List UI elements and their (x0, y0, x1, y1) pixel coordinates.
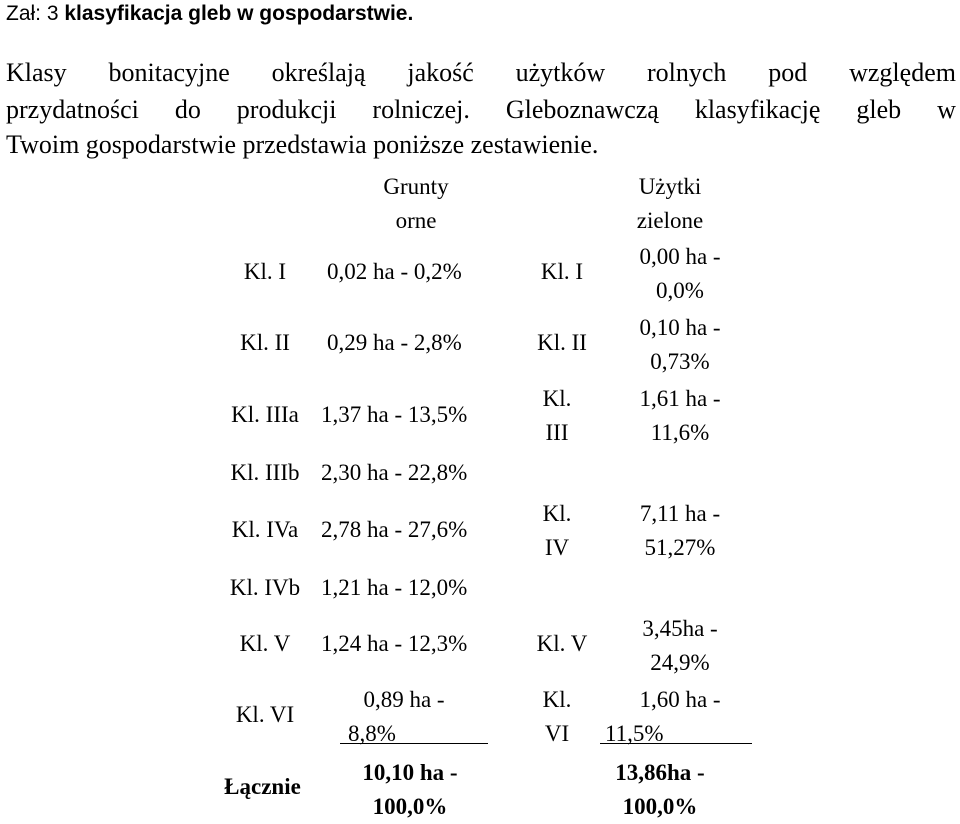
arable-class: Kl. IVb (229, 575, 301, 600)
grassland-value-line-1: 0,00 ha - (639, 244, 721, 269)
grassland-class (522, 683, 592, 751)
grassland-class-line-1: Kl. (542, 687, 572, 712)
arable-value: 0,29 ha - 2,8% (327, 330, 462, 355)
grassland-value-line-2: 0,73% (650, 349, 710, 374)
arable-value-line-2: 8,8% (348, 721, 396, 746)
intro-word: pod (768, 58, 808, 87)
intro-word: produkcji (236, 95, 337, 124)
header-arable-line-1: Grunty (383, 174, 449, 199)
grassland-value-line-2: 11,6% (650, 420, 710, 445)
arable-class: Kl. I (243, 259, 287, 284)
grassland-total-line-1: 13,86ha - (615, 760, 705, 785)
arable-underline (340, 743, 488, 744)
grassland-underline (600, 743, 752, 744)
grassland-value (605, 683, 755, 751)
intro-word: rolnych (647, 58, 727, 87)
intro-line-1 (6, 58, 956, 88)
intro-word: użytków (515, 58, 606, 87)
intro-word: Gleboznawczą (505, 95, 659, 124)
arable-class: Kl. V (239, 631, 291, 656)
attachment-header (6, 2, 413, 26)
intro-word: przydatności (6, 95, 139, 124)
intro-line-3: Twoim gospodarstwie przedstawia poniższe zestawienie. (6, 130, 599, 159)
arable-total-line-2: 100,0% (372, 794, 448, 819)
grassland-total (585, 756, 735, 824)
intro-word: Klasy (6, 58, 67, 87)
grassland-value-line-1: 3,45ha - (642, 616, 718, 641)
grassland-class-line-2: IV (544, 535, 570, 560)
header-grassland (610, 170, 730, 238)
grassland-value-line-1: 7,11 ha - (639, 501, 721, 526)
intro-word: do (174, 95, 201, 124)
grassland-value-line-1: 1,60 ha - (639, 687, 721, 712)
attachment-prefix: Zał: 3 (6, 2, 65, 25)
grassland-class-line-1: Kl. (542, 386, 572, 411)
header-grassland-line-2: zielone (636, 208, 704, 233)
grassland-value (605, 311, 755, 379)
grassland-value (605, 497, 755, 565)
arable-class: Kl. IIIb (230, 460, 300, 485)
grassland-value-line-2: 51,27% (644, 535, 716, 560)
arable-value: 2,30 ha - 22,8% (321, 460, 468, 485)
header-grassland-line-1: Użytki (638, 174, 702, 199)
arable-value: 2,78 ha - 27,6% (321, 517, 468, 542)
grassland-class (522, 497, 592, 565)
arable-value-line-1: 0,89 ha - (363, 687, 445, 712)
grassland-class-line-1: Kl. (542, 501, 572, 526)
intro-word: jakość (407, 58, 474, 87)
arable-class: Kl. IVa (231, 517, 299, 542)
arable-total-line-1: 10,10 ha - (362, 760, 458, 785)
arable-class: Kl. VI (235, 702, 295, 727)
grassland-class (522, 382, 592, 450)
intro-word: bonitacyjne (108, 58, 230, 87)
arable-class: Kl. II (240, 330, 290, 355)
grassland-value-line-1: 0,10 ha - (639, 315, 721, 340)
intro-word: w (937, 95, 956, 124)
arable-value: 1,21 ha - 12,0% (321, 575, 468, 600)
header-arable (356, 170, 476, 238)
grassland-class: Kl. V (536, 631, 588, 656)
arable-value (334, 683, 474, 751)
grassland-class-line-2: VI (544, 721, 570, 746)
intro-line-2 (6, 95, 956, 125)
grassland-value (605, 240, 755, 308)
arable-class: Kl. IIIa (231, 402, 299, 427)
grassland-total-line-2: 100,0% (622, 794, 698, 819)
grassland-value (605, 612, 755, 680)
grassland-class-line-2: III (545, 420, 569, 445)
intro-word: gleb (856, 95, 902, 124)
grassland-value-line-2: 11,5% (605, 721, 664, 746)
grassland-class: Kl. II (537, 330, 587, 355)
attachment-title: klasyfikacja gleb w gospodarstwie. (64, 2, 414, 25)
grassland-value-line-2: 0,0% (656, 278, 704, 303)
arable-value: 1,37 ha - 13,5% (321, 402, 468, 427)
intro-word: określają (271, 58, 366, 87)
arable-value: 0,02 ha - 0,2% (327, 259, 462, 284)
grassland-value (605, 382, 755, 450)
grassland-class: Kl. I (540, 259, 584, 284)
arable-total (340, 756, 480, 824)
header-arable-line-2: orne (395, 208, 437, 233)
intro-word: klasyfikację (694, 95, 821, 124)
grassland-value-line-2: 24,9% (650, 650, 710, 675)
total-label: Łącznie (224, 774, 301, 799)
intro-word: względem (849, 58, 956, 87)
grassland-value-line-1: 1,61 ha - (639, 386, 721, 411)
arable-value: 1,24 ha - 12,3% (321, 631, 468, 656)
intro-word: rolniczej. (372, 95, 470, 124)
